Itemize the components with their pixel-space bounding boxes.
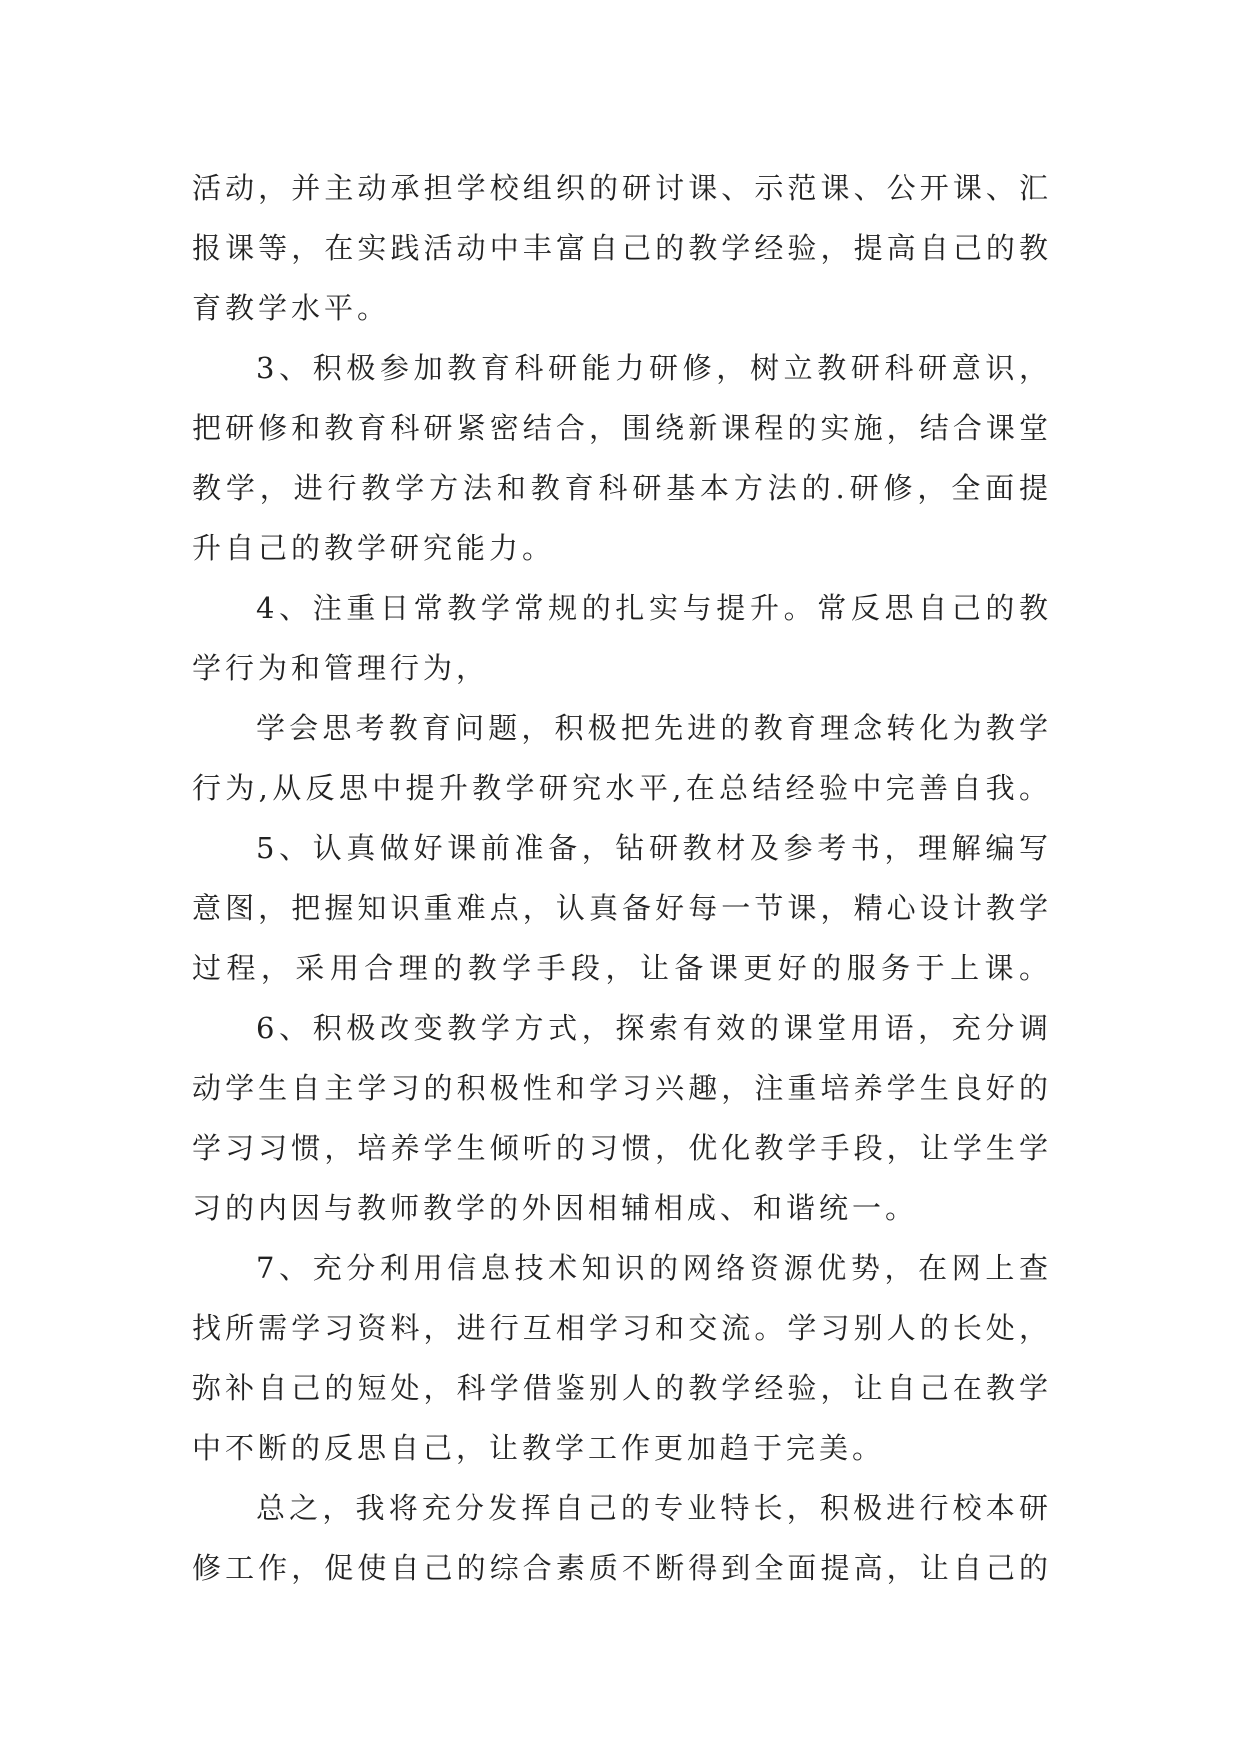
text-line: 找所需学习资料，进行互相学习和交流。学习别人的长处， — [192, 1311, 1052, 1345]
text-line: 教学，进行教学方法和教育科研基本方法的.研修，全面提 — [192, 471, 1052, 505]
text-line: 修工作，促使自己的综合素质不断得到全面提高，让自己的 — [192, 1551, 1052, 1585]
text-line: 育教学水平。 — [192, 291, 391, 325]
text-line: 意图，把握知识重难点，认真备好每一节课，精心设计教学 — [192, 891, 1052, 925]
text-line: 动学生自主学习的积极性和学习兴趣，注重培养学生良好的 — [192, 1071, 1052, 1105]
paragraph-4-start: 4、注重日常教学常规的扎实与提升。常反思自己的教 — [256, 591, 1052, 625]
text-line: 弥补自己的短处，科学借鉴别人的教学经验，让自己在教学 — [192, 1371, 1052, 1405]
text-line: 学行为和管理行为， — [192, 651, 490, 685]
text-line: 学习习惯，培养学生倾听的习惯，优化教学手段，让学生学 — [192, 1131, 1052, 1165]
paragraph-7-start: 7、充分利用信息技术知识的网络资源优势，在网上查 — [256, 1251, 1052, 1285]
body-text — [192, 158, 1052, 1598]
text-line: 把研修和教育科研紧密结合，围绕新课程的实施，结合课堂 — [192, 411, 1052, 445]
text-line: 习的内因与教师教学的外因相辅相成、和谐统一。 — [192, 1191, 919, 1225]
text-line: 活动，并主动承担学校组织的研讨课、示范课、公开课、汇 — [192, 171, 1052, 205]
text-line: 中不断的反思自己，让教学工作更加趋于完美。 — [192, 1431, 886, 1465]
paragraph-3-start: 3、积极参加教育科研能力研修，树立教研科研意识， — [256, 351, 1052, 385]
paragraph-5-start: 5、认真做好课前准备，钻研教材及参考书，理解编写 — [256, 831, 1052, 865]
paragraph-start: 学会思考教育问题，积极把先进的教育理念转化为教学 — [256, 711, 1052, 745]
paragraph-6-start: 6、积极改变教学方式，探索有效的课堂用语，充分调 — [256, 1011, 1052, 1045]
text-line: 升自己的教学研究能力。 — [192, 531, 556, 565]
text-line: 过程，采用合理的教学手段，让备课更好的服务于上课。 — [192, 951, 1052, 985]
text-line: 行为,从反思中提升教学研究水平,在总结经验中完善自我。 — [192, 771, 1052, 805]
conclusion-paragraph-start: 总之，我将充分发挥自己的专业特长，积极进行校本研 — [256, 1491, 1052, 1525]
text-line: 报课等，在实践活动中丰富自己的教学经验，提高自己的教 — [192, 231, 1052, 265]
